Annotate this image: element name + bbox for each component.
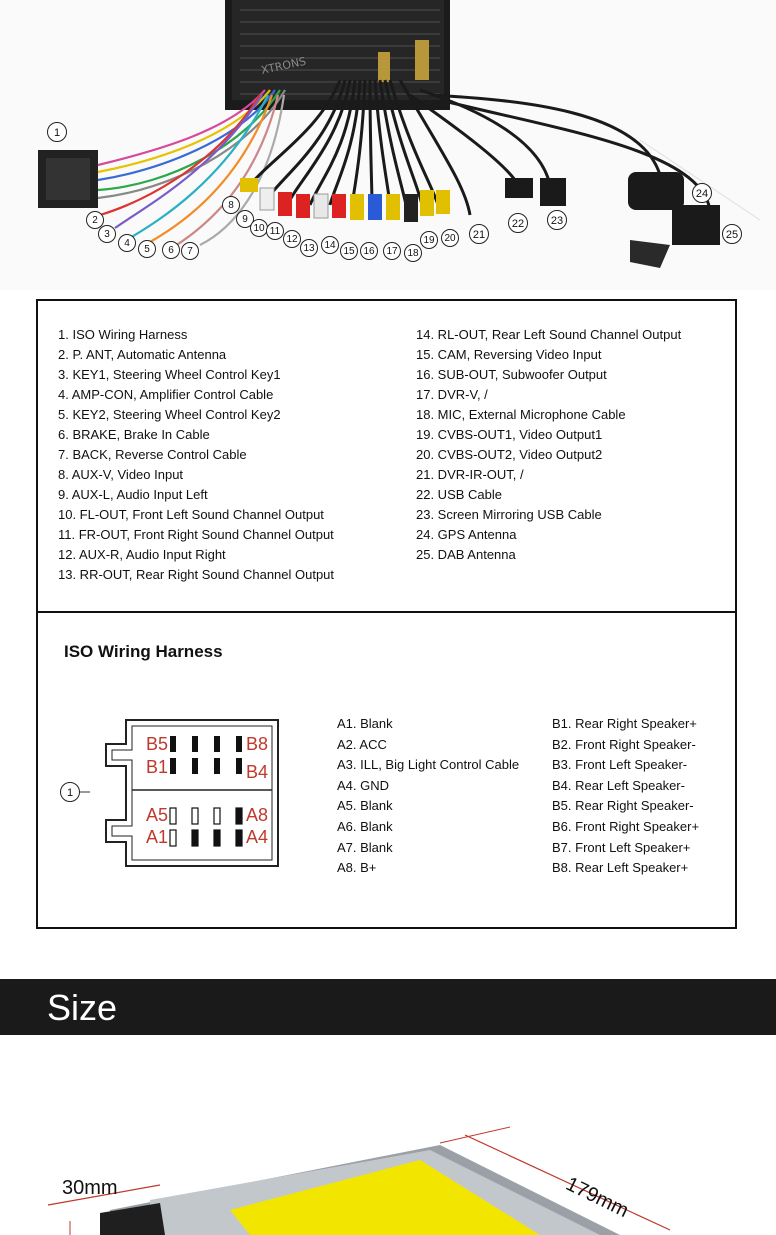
list-item: B3. Front Left Speaker-: [552, 757, 688, 773]
list-item: A3. ILL, Big Light Control Cable: [337, 757, 520, 773]
callout-9: 9: [236, 210, 254, 228]
callout-4: 4: [118, 234, 136, 252]
callout-20: 20: [441, 229, 459, 247]
list-item: 19. CVBS-OUT1, Video Output1: [416, 427, 603, 442]
pin-label-a8: A8: [246, 805, 269, 825]
list-item: A5. Blank: [337, 798, 393, 814]
list-item: 23. Screen Mirroring USB Cable: [416, 507, 602, 522]
cable-list-box: [36, 299, 737, 613]
callout-25: 25: [722, 224, 742, 244]
brand-watermark: XTRONS: [259, 54, 308, 77]
callout-10: 10: [250, 219, 268, 237]
a-pin-list: [337, 714, 519, 879]
list-item: 9. AUX-L, Audio Input Left: [58, 487, 208, 502]
list-item: A7. Blank: [337, 839, 393, 855]
list-item: 6. BRAKE, Brake In Cable: [58, 427, 210, 442]
list-item: B5. Rear Right Speaker-: [552, 798, 694, 814]
list-item: B6. Front Right Speaker+: [552, 818, 700, 834]
callout-18: 18: [404, 244, 422, 262]
pin-label-a1: A1: [146, 827, 169, 847]
list-item: 13. RR-OUT, Rear Right Sound Channel Output: [58, 567, 335, 582]
list-item: 11. FR-OUT, Front Right Sound Channel Output: [58, 527, 334, 542]
callout-16: 16: [360, 242, 378, 260]
pin-label-a5: A5: [146, 805, 169, 825]
list-item: 16. SUB-OUT, Subwoofer Output: [416, 367, 607, 382]
cable-list-left: [58, 325, 334, 585]
width-dimension-label: 179mm: [562, 1173, 632, 1223]
list-item: 1. ISO Wiring Harness: [58, 327, 188, 342]
size-photo: [0, 1035, 776, 1235]
list-item: 10. FL-OUT, Front Left Sound Channel Output: [58, 507, 324, 522]
iso-title: ISO Wiring Harness: [64, 642, 223, 661]
callout-17: 17: [383, 242, 401, 260]
list-item: A1. Blank: [337, 716, 393, 731]
size-heading: Size: [47, 987, 118, 1028]
list-item: A4. GND: [337, 777, 390, 793]
callout-15: 15: [340, 242, 358, 260]
callout-7: 7: [181, 242, 199, 260]
list-item: A8. B+: [337, 860, 377, 876]
iso-callout-1: 1: [60, 782, 80, 802]
list-item: B2. Front Right Speaker-: [552, 736, 696, 752]
callout-5: 5: [138, 240, 156, 258]
list-item: 20. CVBS-OUT2, Video Output2: [416, 447, 603, 462]
callout-22: 22: [508, 213, 528, 233]
callout-12: 12: [283, 230, 301, 248]
list-item: B7. Front Left Speaker+: [552, 839, 691, 855]
callout-24: 24: [692, 183, 712, 203]
list-item: A6. Blank: [337, 818, 393, 834]
callout-8: 8: [222, 196, 240, 214]
list-item: B4. Rear Left Speaker-: [552, 777, 685, 793]
list-item: 3. KEY1, Steering Wheel Control Key1: [58, 367, 281, 382]
cable-list-right: [416, 325, 681, 565]
list-item: 21. DVR-IR-OUT, /: [416, 467, 524, 482]
list-item: 25. DAB Antenna: [416, 547, 516, 562]
list-item: B1. Rear Right Speaker+: [552, 716, 697, 731]
pin-label-b1: B1: [146, 757, 169, 777]
callout-21: 21: [469, 224, 489, 244]
callout-11: 11: [266, 222, 284, 240]
size-section-header: [0, 979, 776, 1035]
callout-3: 3: [98, 225, 116, 243]
list-item: 5. KEY2, Steering Wheel Control Key2: [58, 407, 281, 422]
pin-label-b8: B8: [246, 734, 269, 754]
list-item: 14. RL-OUT, Rear Left Sound Channel Output: [416, 327, 682, 342]
list-item: 8. AUX-V, Video Input: [58, 467, 184, 482]
b-pin-list: [552, 714, 699, 879]
list-item: 24. GPS Antenna: [416, 527, 517, 542]
cable-photo: [0, 0, 776, 290]
callout-14: 14: [321, 236, 339, 254]
list-item: 12. AUX-R, Audio Input Right: [58, 547, 226, 562]
list-item: 17. DVR-V, /: [416, 387, 488, 402]
list-item: 18. MIC, External Microphone Cable: [416, 407, 626, 422]
depth-dimension-label: 30mm: [62, 1177, 118, 1199]
pin-label-b4: B4: [246, 762, 269, 782]
pin-label-b5: B5: [146, 734, 169, 754]
list-item: 4. AMP-CON, Amplifier Control Cable: [58, 387, 274, 402]
callout-19: 19: [420, 231, 438, 249]
callout-1: 1: [47, 122, 67, 142]
unit-dimension-illustration: [0, 1035, 776, 1235]
callout-6: 6: [162, 241, 180, 259]
list-item: 15. CAM, Reversing Video Input: [416, 347, 602, 362]
list-item: B8. Rear Left Speaker+: [552, 860, 689, 876]
list-item: 7. BACK, Reverse Control Cable: [58, 447, 247, 462]
callout-23: 23: [547, 210, 567, 230]
callout-13: 13: [300, 239, 318, 257]
list-item: 22. USB Cable: [416, 487, 502, 502]
list-item: 2. P. ANT, Automatic Antenna: [58, 347, 227, 362]
pin-label-a4: A4: [246, 827, 269, 847]
list-item: A2. ACC: [337, 736, 387, 752]
callout-2: 2: [86, 211, 104, 229]
